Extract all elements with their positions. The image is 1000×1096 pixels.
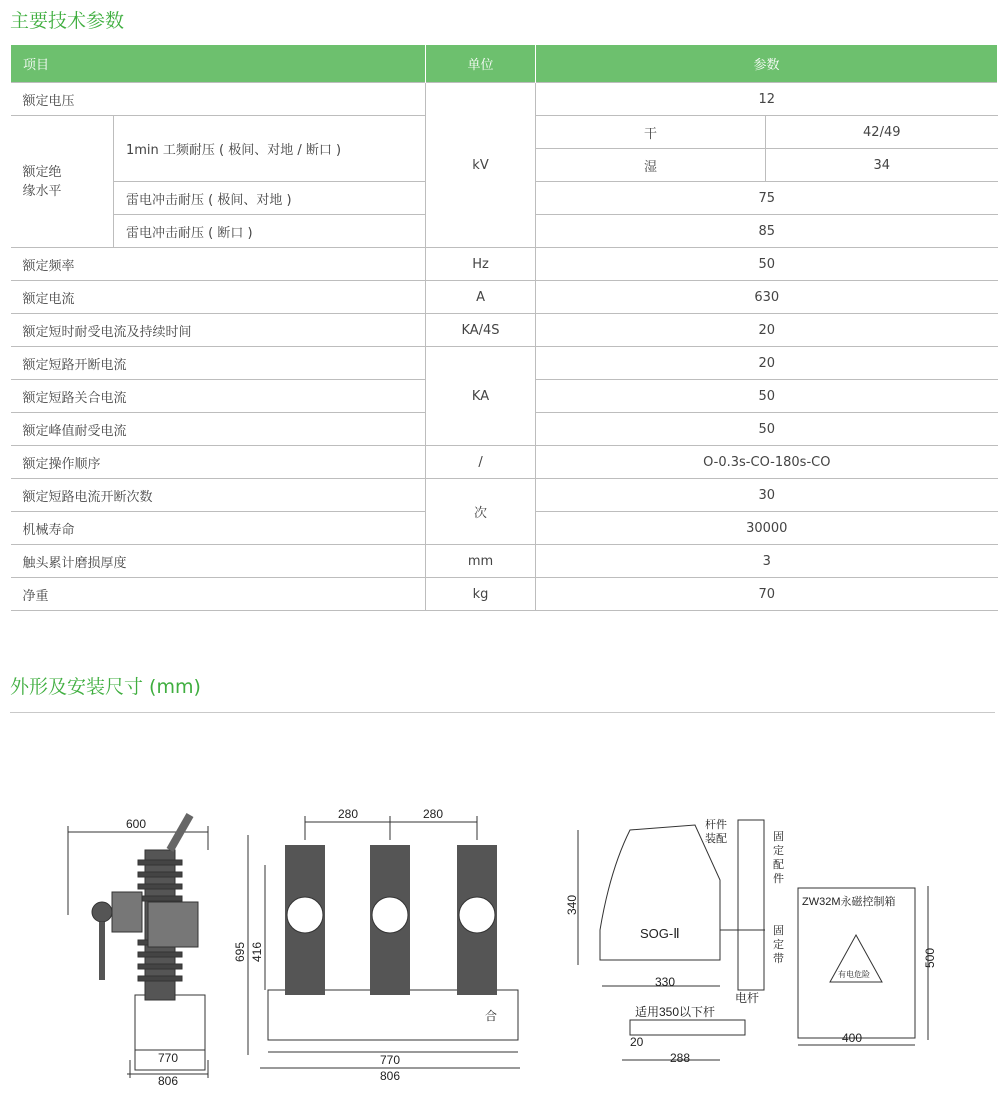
cell-value: 30000 — [536, 512, 998, 545]
table-header-row — [11, 45, 998, 83]
dim-500: 500 — [923, 947, 937, 968]
dim-400: 400 — [842, 1031, 863, 1045]
fitting-text-0: 杆件 — [705, 819, 727, 831]
table-row — [11, 545, 998, 578]
table-row — [11, 83, 998, 116]
cell-label: 额定短路开断电流 — [11, 347, 426, 380]
cell-value: 50 — [536, 248, 998, 281]
cell-value: 50 — [536, 380, 998, 413]
mount-model: SOG-Ⅱ — [640, 926, 680, 941]
fixed-band-0: 固 — [773, 925, 784, 937]
cell-label: 额定短时耐受电流及持续时间 — [11, 314, 426, 347]
section-divider — [10, 712, 995, 713]
box-warning: 有电危险 — [838, 970, 870, 979]
cell-unit: KA — [426, 347, 536, 446]
drawing-control-box — [790, 790, 940, 1090]
pole-label: 电杆 — [735, 991, 760, 1005]
fixed-band-1: 定 — [773, 939, 784, 951]
dim-340: 340 — [565, 894, 579, 915]
cell-sublabel: 雷电冲击耐压 ( 极间、对地 ) — [114, 182, 426, 215]
drawing-side-view — [60, 790, 220, 1090]
cell-sublabel: 1min 工频耐压 ( 极间、对地 / 断口 ) — [114, 116, 426, 182]
dim-770: 770 — [158, 1051, 179, 1065]
cell-label: 额定峰值耐受电流 — [11, 413, 426, 446]
section-title-params: 主要技术参数 — [10, 10, 125, 32]
cell-unit: mm — [426, 545, 536, 578]
cell-wet-label: 湿 — [536, 149, 766, 182]
fixed-fitting-1: 定 — [773, 845, 784, 857]
cell-value: 34 — [766, 149, 998, 182]
dim-806: 806 — [158, 1074, 179, 1088]
cell-value: 30 — [536, 479, 998, 512]
table-row — [11, 314, 998, 347]
dim-806-front: 806 — [380, 1069, 401, 1083]
cell-sublabel: 雷电冲击耐压 ( 断口 ) — [114, 215, 426, 248]
cell-label: 额定频率 — [11, 248, 426, 281]
cell-label: 额定短路关合电流 — [11, 380, 426, 413]
cell-value: 85 — [536, 215, 998, 248]
dim-416: 416 — [250, 941, 264, 962]
cell-value: 50 — [536, 413, 998, 446]
cell-unit: kg — [426, 578, 536, 611]
cell-value: 12 — [536, 83, 998, 116]
cell-value: 42/49 — [766, 116, 998, 149]
table-row — [11, 446, 998, 479]
fixed-fitting-0: 固 — [773, 831, 784, 843]
table-row — [11, 281, 998, 314]
header-item: 项目 — [11, 45, 426, 83]
cell-value: 70 — [536, 578, 998, 611]
cell-value: 75 — [536, 182, 998, 215]
cell-label: 额定绝 缘水平 — [11, 116, 114, 248]
mount-note: 适用350以下杆 — [635, 1005, 716, 1019]
cell-label: 额定电压 — [11, 83, 426, 116]
header-unit: 单位 — [426, 45, 536, 83]
cell-label: 额定短路电流开断次数 — [11, 479, 426, 512]
dim-330: 330 — [655, 975, 676, 989]
cell-unit: kV — [426, 83, 536, 248]
spec-table — [10, 45, 998, 611]
table-row — [11, 248, 998, 281]
cell-value: 630 — [536, 281, 998, 314]
front-he-label: 合 — [485, 1009, 498, 1023]
cell-value: 20 — [536, 314, 998, 347]
table-row — [11, 479, 998, 512]
section-title-dimensions: 外形及安装尺寸 (mm) — [10, 676, 201, 698]
dim-695: 695 — [233, 941, 247, 962]
fixed-band-2: 带 — [773, 953, 784, 965]
fitting-text-1: 装配 — [705, 833, 727, 845]
cell-value: 3 — [536, 545, 998, 578]
cell-value: O-0.3s-CO-180s-CO — [536, 446, 998, 479]
cell-label: 额定操作顺序 — [11, 446, 426, 479]
cell-dry-label: 干 — [536, 116, 766, 149]
cell-unit: 次 — [426, 479, 536, 545]
table-row — [11, 578, 998, 611]
drawing-mount — [565, 790, 790, 1090]
cell-label: 触头累计磨损厚度 — [11, 545, 426, 578]
fixed-fitting-2: 配 — [773, 859, 784, 871]
dim-280-left: 280 — [338, 807, 359, 821]
cell-label: 额定电流 — [11, 281, 426, 314]
cell-unit: KA/4S — [426, 314, 536, 347]
cell-unit: / — [426, 446, 536, 479]
dim-288: 288 — [670, 1051, 691, 1065]
cell-value: 20 — [536, 347, 998, 380]
cell-label: 净重 — [11, 578, 426, 611]
dim-20: 20 — [630, 1035, 644, 1049]
drawing-front-view — [230, 790, 530, 1090]
cell-label: 机械寿命 — [11, 512, 426, 545]
dim-770-front: 770 — [380, 1053, 401, 1067]
cell-unit: A — [426, 281, 536, 314]
table-row — [11, 347, 998, 380]
fixed-fitting-3: 件 — [773, 873, 784, 885]
dim-280-right: 280 — [423, 807, 444, 821]
dim-600: 600 — [126, 817, 147, 831]
header-param: 参数 — [536, 45, 998, 83]
box-title: ZW32M永磁控制箱 — [802, 896, 896, 908]
cell-unit: Hz — [426, 248, 536, 281]
